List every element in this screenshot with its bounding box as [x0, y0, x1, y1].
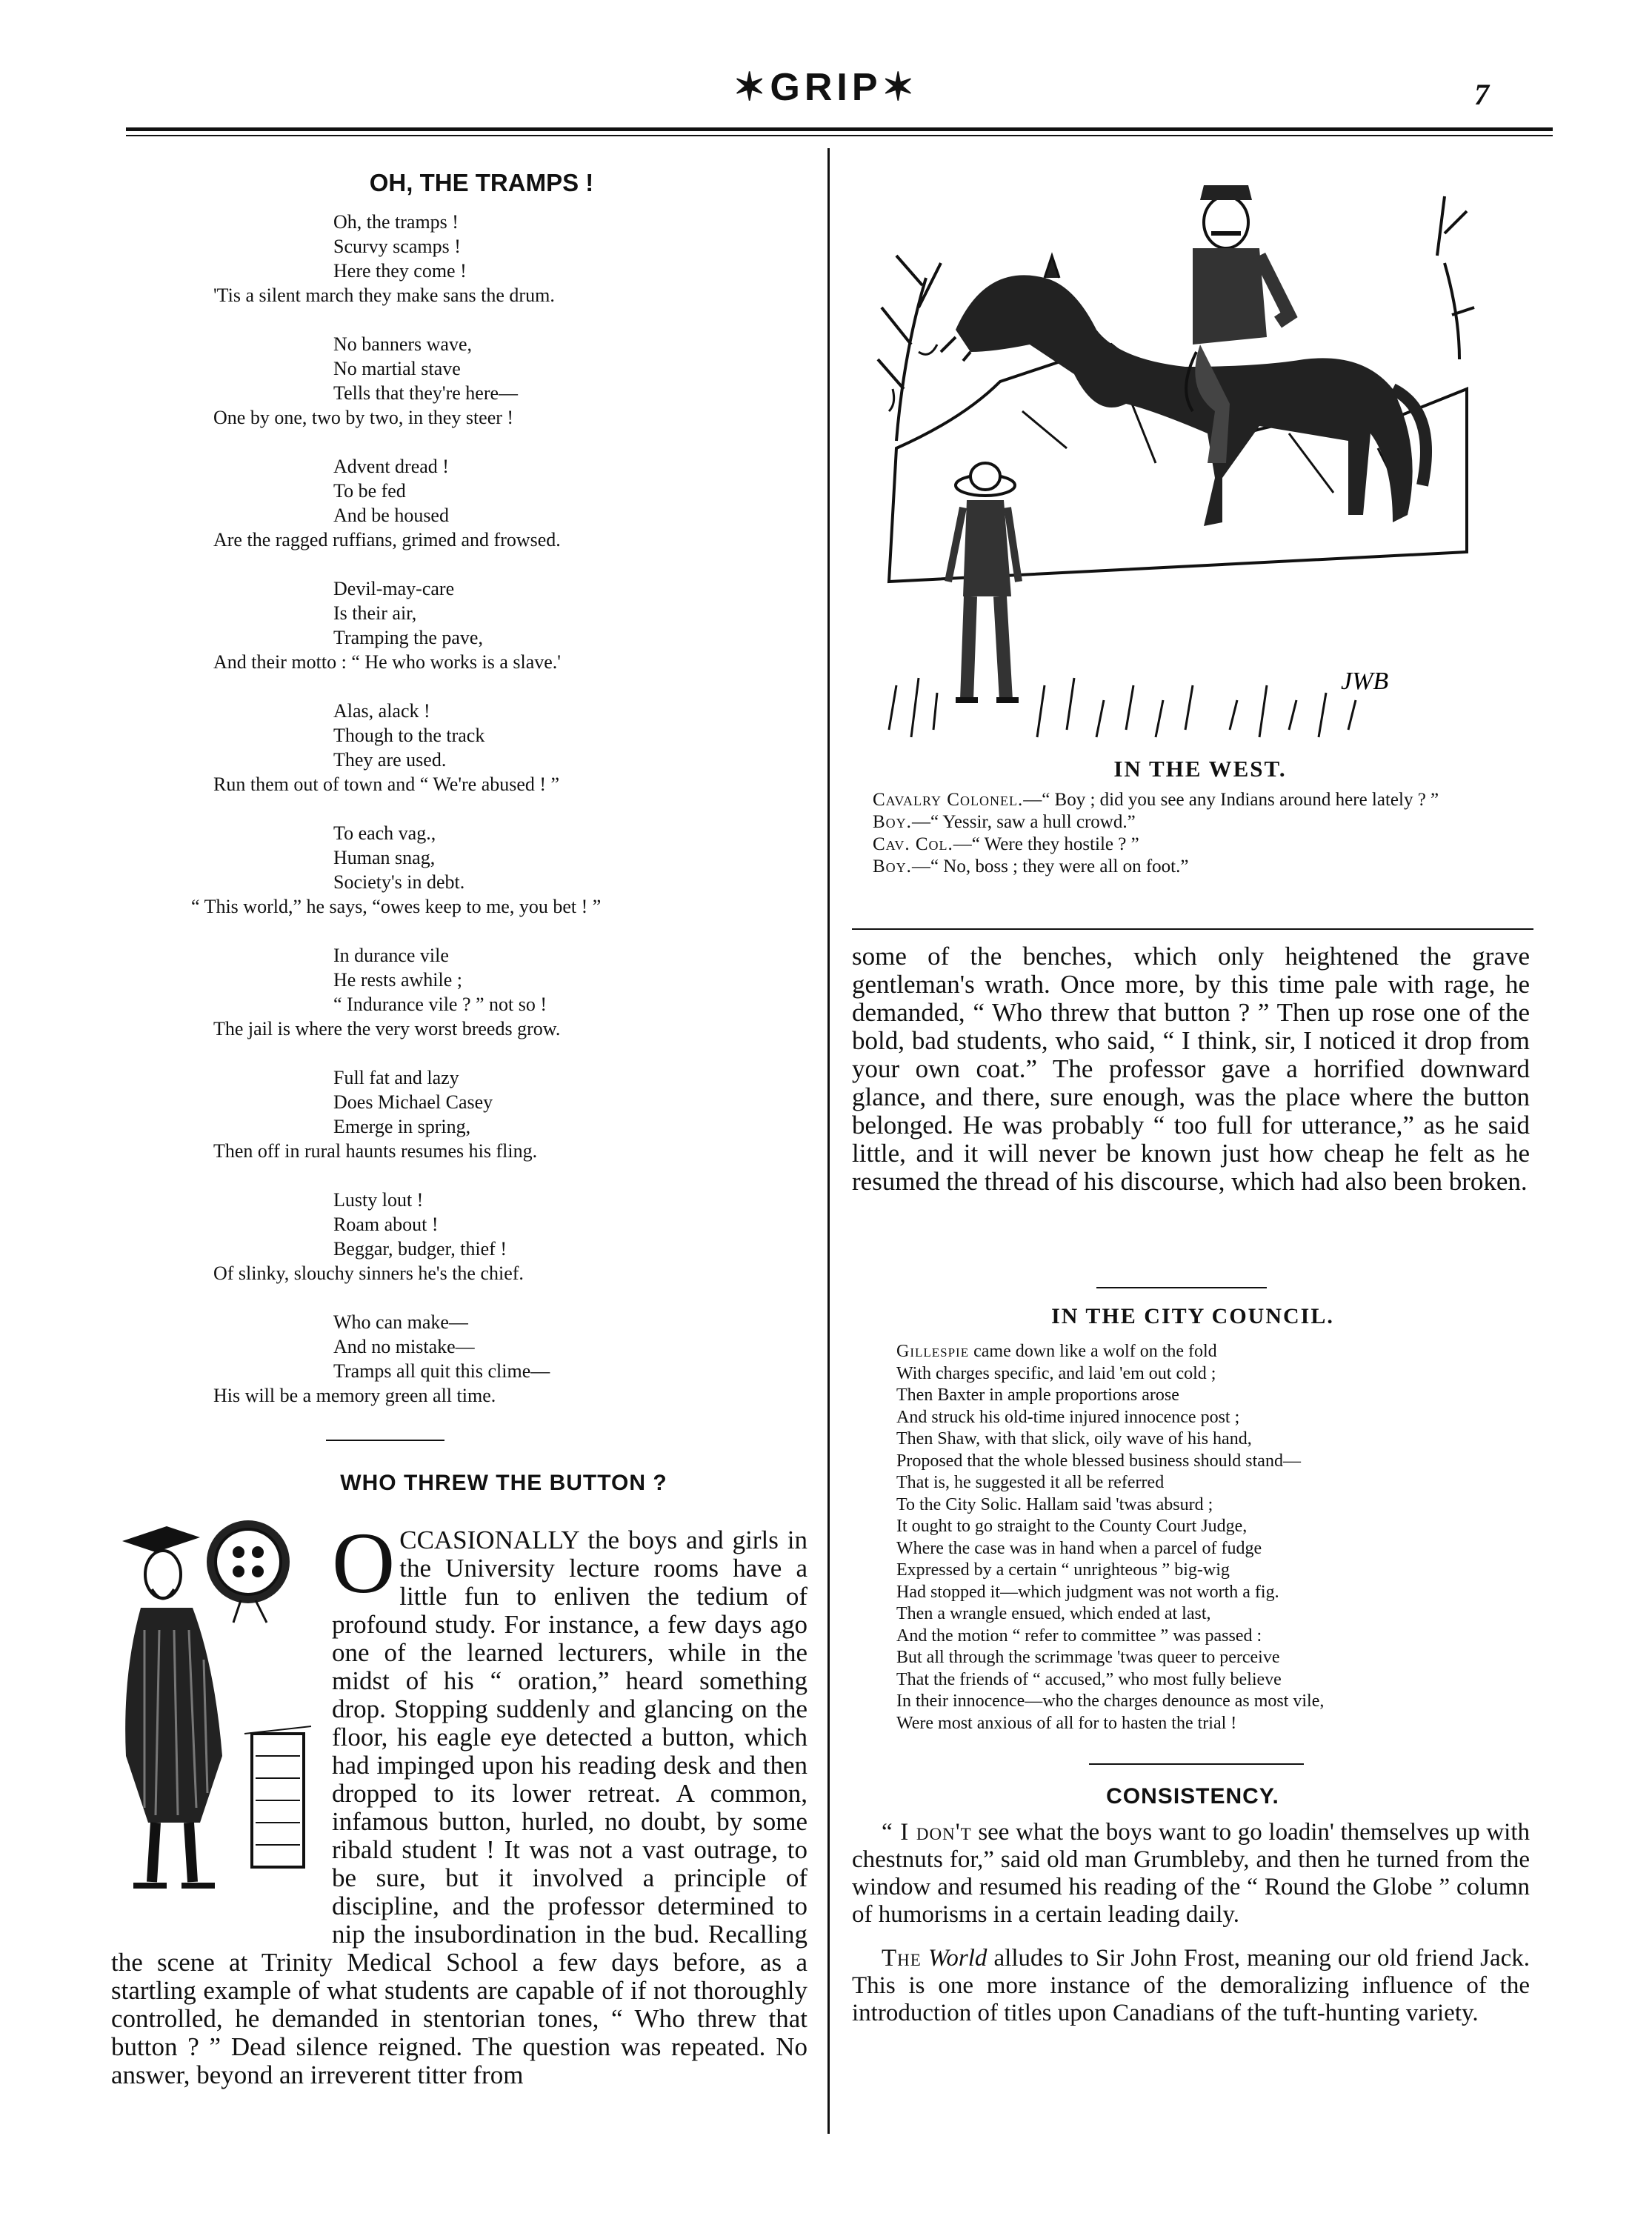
verse-line: Where the case was in hand when a parcel of fudge — [896, 1538, 1262, 1558]
masthead: ✶GRIP✶ — [733, 66, 919, 109]
consistency-paragraph: “ I don't see what the boys want to go loadin' themselves up with chestnuts for,” said old man Grumbleby, and then he turned from the window and resumed his reading of the “ Round the Globe ” column of humorisms in a certain leading daily. — [852, 1819, 1530, 1928]
tramps-poem — [191, 210, 806, 1408]
stanza: Devil-may-care Is their air, Tramping the pave, And their motto : “ He who works is a slave.' — [213, 578, 561, 673]
verse-line: In their innocence—who the charges denounce as most vile, — [896, 1691, 1325, 1711]
verse-line: And struck his old-time injured innocence post ; — [896, 1407, 1240, 1427]
tramps-title: OH, THE TRAMPS ! — [369, 169, 594, 196]
consistency-title: CONSISTENCY. — [1106, 1784, 1279, 1809]
consistency-body — [852, 1819, 1530, 2027]
stanza: To each vag., Human snag, Society's in debt. “ This world,” he says, “owes keep to me, you bet ! ” — [191, 822, 602, 917]
artist-signature: JWB — [1341, 668, 1389, 695]
stanza: Oh, the tramps ! Scurvy scamps ! Here they come ! 'Tis a silent march they make sans the drum. — [213, 211, 555, 306]
dialogue-line: Boy.—“ Yessir, saw a hull crowd.” — [873, 812, 1136, 832]
stanza: Who can make— And no mistake— Tramps all quit this clime— His will be a memory green all time. — [213, 1311, 550, 1406]
verse-line: To the City Solic. Hallam said 'twas absurd ; — [896, 1494, 1213, 1514]
button-article-continuation: some of the benches, which only heightened the grave gentleman's wrath. Once more, by this time pale with rage, he demanded, “ Who threw that button ? ” Then up rose one of the bold, bad students, who said, “ I think, sir, I noticed it drop from your own coat.” The professor gave a horrified downward glance, and there, sure enough, was the place where the button belonged. He was probably “ too full for utterance,” as he said little, and it will never be known just how cheap he felt as he resumed the thread of his discourse, which had also been broken. — [852, 942, 1530, 1196]
page-number: 7 — [1474, 78, 1489, 111]
header-rule-thin — [126, 135, 1553, 136]
verse-line: And the motion “ refer to committee ” was passed : — [896, 1626, 1262, 1646]
verse-line: Proposed that the whole blessed business should stand— — [896, 1451, 1301, 1471]
button-wrap-spacer — [111, 1526, 332, 1926]
verse-line: But all through the scrimmage 'twas queer to perceive — [896, 1648, 1280, 1667]
stanza: No banners wave, No martial stave Tells that they're here— One by one, two by two, in they steer ! — [213, 333, 519, 428]
verse-line: Then a wrangle ensued, which ended at last, — [896, 1604, 1211, 1623]
section-divider — [1089, 1763, 1304, 1765]
column-rule — [827, 148, 830, 2134]
button-title: WHO THREW THE BUTTON ? — [340, 1471, 667, 1495]
world-paragraph: The World alludes to Sir John Frost, meaning our old friend Jack. This is one more instance of the demoralizing influence of the introduction of titles upon Canadians of the tuft-hunting variety. — [852, 1945, 1530, 2026]
verse-line: Then Shaw, with that slick, oily wave of his hand, — [896, 1429, 1252, 1448]
stanza: In durance vile He rests awhile ; “ Indurance vile ? ” not so ! The jail is where the very worst breeds grow. — [213, 945, 561, 1039]
verse-line: Expressed by a certain “ unrighteous ” big-wig — [896, 1560, 1230, 1580]
stanza: Full fat and lazy Does Michael Casey Emerge in spring, Then off in rural haunts resumes his fling. — [213, 1067, 538, 1162]
verse-line: Gillespie came down like a wolf on the fold — [896, 1342, 1217, 1361]
council-title: IN THE CITY COUNCIL. — [1051, 1304, 1334, 1328]
west-dialogue — [852, 789, 1533, 878]
west-title: IN THE WEST. — [1113, 756, 1287, 782]
button-article-text: CCASIONALLY the boys and girls in the University lecture rooms have a little fun to enliven the tedium of profound study. For instance, a few days ago one of the learned lecturers, while in the midst of his “ oration,” heard something drop. Stopping suddenly and glancing on the floor, his eagle eye detected a button, which had impinged upon his reading desk and then dropped to its lower retreat. A common, infamous button, hurled, no doubt, by some ribald student ! It was not a vast outrage, to be sure, but it involved a principle of discipline, and the professor determined to nip the insubordination in the bud. Recalling the scene at Trinity Medical School a few days before, as a startling example of what students are capable of if not thoroughly controlled, he demanded in stentorian tones, “ Who threw that button ? ” Dead silence reigned. The question was repeated. No answer, beyond an irreverent titter from — [111, 1526, 807, 2089]
verse-line: That the friends of “ accused,” who most fully believe — [896, 1669, 1282, 1689]
button-article-body — [111, 1514, 807, 2089]
verse-line: Were most anxious of all for to hasten the trial ! — [896, 1713, 1237, 1733]
west-illustration — [874, 167, 1482, 759]
stanza: Advent dread ! To be fed And be housed Are the ragged ruffians, grimed and frowsed. — [213, 456, 561, 550]
verse-line: It ought to go straight to the County Court Judge, — [896, 1517, 1248, 1536]
dialogue-line: Cav. Col.—“ Were they hostile ? ” — [873, 834, 1139, 854]
council-poem — [896, 1341, 1533, 1734]
stanza: Alas, alack ! Though to the track They are used. Run them out of town and “ We're abused ! ” — [213, 700, 560, 795]
header-rule — [126, 127, 1553, 131]
boy-drawing — [948, 463, 1019, 700]
verse-line: Then Baxter in ample proportions arose — [896, 1385, 1179, 1405]
dialogue-line: Boy.—“ No, boss ; they were all on foot.” — [873, 856, 1189, 876]
verse-line: That is, he suggested it all be referred — [896, 1473, 1165, 1492]
verse-line: With charges specific, and laid 'em out cold ; — [896, 1363, 1216, 1383]
verse-line: Had stopped it—which judgment was not worth a fig. — [896, 1582, 1279, 1602]
section-divider — [1096, 1287, 1267, 1288]
drop-cap: O — [332, 1514, 396, 1611]
dialogue-line: Cavalry Colonel.—“ Boy ; did you see any Indians around here lately ? ” — [873, 790, 1439, 810]
stanza: Lusty lout ! Roam about ! Beggar, budger, thief ! Of slinky, slouchy sinners he's the chief. — [213, 1189, 524, 1284]
section-divider — [852, 928, 1533, 930]
section-divider — [326, 1440, 444, 1441]
